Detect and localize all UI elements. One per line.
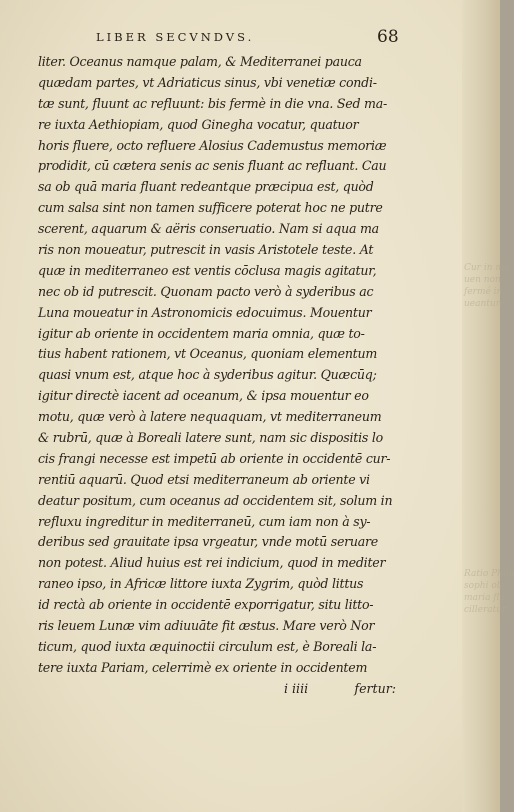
text-line: tius habent rationem, vt Oceanus, quoniam elementum (38, 346, 378, 362)
bleed-line: Cur in ma (464, 263, 510, 273)
text-line: rentiū aquarū. Quod etsi mediterraneum ab oriente vi (38, 471, 370, 487)
text-line: deribus sed grauitate ipsa vrgeatur, vnde motū seruare (38, 534, 379, 550)
bleed-line: Ratio Philo (464, 569, 514, 579)
text-line: refluxu ingreditur in mediterraneū, cum iam non à sy- (38, 513, 371, 529)
text-line: tere iuxta Pariam, celerrimè ex oriente in occidentem (38, 659, 368, 675)
bleed-line: maria flu (464, 593, 506, 603)
text-line: motu, quæ verò à latere nequaquam, vt mediterraneum (38, 409, 382, 425)
text-line: ticum, quod iuxta æquinoctii circulum est, è Boreali la- (38, 638, 377, 654)
text-line: quædam partes, vt Adriaticus sinus, vbi venetiæ condi- (38, 74, 377, 90)
text-line: liter. Oceanus namque palam, & Mediterranei pauca (38, 54, 362, 69)
text-line: igitur directè iacent ad oceanum, & ipsa mouentur eo (38, 388, 369, 404)
text-line: scerent, aquarum & aëris conseruatio. Nam si aqua ma (38, 221, 379, 237)
text-line: ris non moueatur, putrescit in vasis Aristotele teste. At (38, 242, 374, 258)
page-footer (38, 681, 398, 701)
text-line: igitur ab oriente in occidentem maria omnia, quæ to- (38, 325, 365, 341)
text-line: deatur positum, cum oceanus ad occidentem sit, solum in (38, 492, 393, 508)
text-line: re iuxta Aethiopiam, quod Ginegha vocatur, quatuor (38, 116, 359, 132)
catchword: fertur: (354, 681, 396, 696)
bleed-line: ueantur. (464, 299, 502, 309)
text-line: raneo ipso, in Africæ littore iuxta Zygrim, quòd littus (38, 576, 364, 592)
text-line: Luna moueatur in Astronomicis edocuimus. Mouentur (38, 304, 372, 320)
text-line: ris leuem Lunæ vim adiuuāte fit æstus. Mare verò Nor (38, 618, 375, 634)
bleed-line: cilleratur. (464, 605, 509, 615)
text-line: id rectà ab oriente in occidentē exporrigatur, situ litto- (38, 597, 374, 613)
signature-mark: i iiii (284, 681, 309, 696)
page-gutter (462, 0, 514, 812)
bleed-line: sophi ob (464, 581, 503, 591)
body-text (38, 52, 398, 679)
text-line: quæ in mediterraneo est ventis cōclusa magis agitatur, (38, 262, 377, 278)
bleed-line: uen non (464, 275, 501, 285)
show-through-marginalia-bottom (464, 568, 514, 616)
text-line: sa ob quā maria fluant redeantque præcipua est, quòd (38, 179, 374, 195)
text-line: & rubrū, quæ à Boreali latere sunt, nam sic dispositis lo (38, 430, 383, 446)
text-line: cis frangi necesse est impetū ab oriente in occidentē cur- (38, 450, 391, 466)
text-line: prodidit, cū cætera senis ac senis fluant ac refluant. Cau (38, 158, 387, 174)
show-through-marginalia-top (464, 262, 510, 310)
text-line: nec ob id putrescit. Quonam pacto verò à syderibus ac (38, 283, 374, 299)
running-header: LIBER SECVNDVS. (96, 30, 255, 44)
text-line: non potest. Aliud huius est rei indicium, quod in mediter (38, 555, 386, 571)
text-line: cum salsa sint non tamen sufficere poterat hoc ne putre (38, 200, 383, 216)
text-line: tæ sunt, fluunt ac refluunt: bis fermè in die vna. Sed ma- (38, 95, 387, 111)
page-number: 68 (377, 27, 399, 47)
text-line: quasi vnum est, atque hoc à syderibus agitur. Quæcūq; (38, 367, 377, 383)
bleed-line: fermé in (464, 287, 503, 297)
text-line: horis fluere, octo refluere Alosius Cademustus memoriæ (38, 137, 387, 153)
